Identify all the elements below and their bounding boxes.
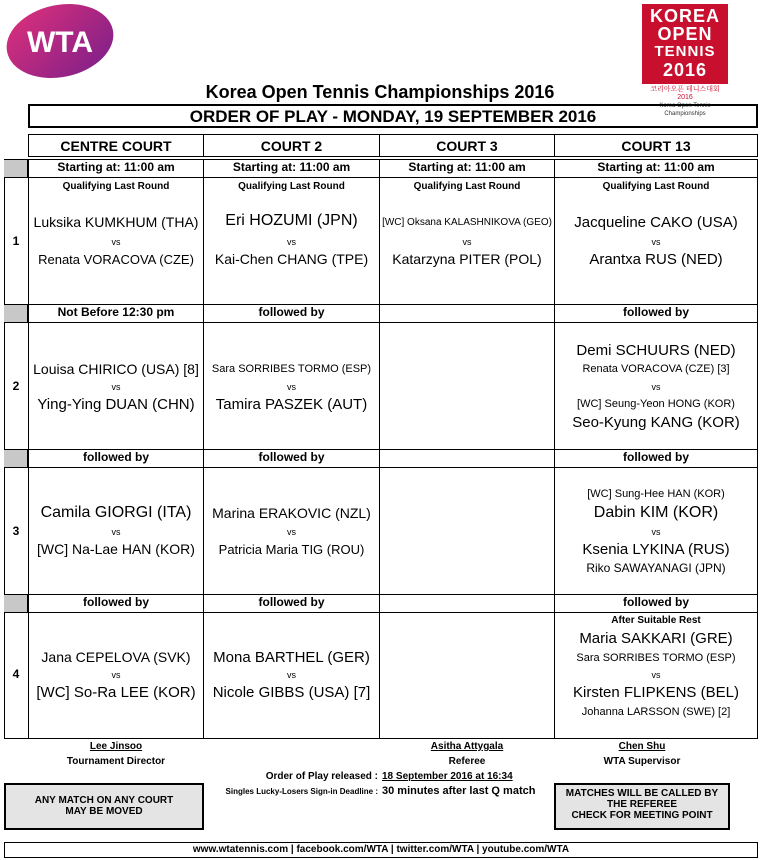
court-header-2: COURT 2 [203,134,380,157]
player: Arantxa RUS (NED) [589,251,723,268]
notice-line: MAY BE MOVED [65,806,143,817]
ko-korean: 코리아오픈 테니스대회 2016 [650,86,720,101]
time-r1-c4: Starting at: 11:00 am [597,160,715,174]
player: Eri HOZUMI (JPN) [225,212,358,229]
player: [WC] Oksana KALASHNIKOVA (GEO) [382,217,552,228]
vs-label: vs [111,237,121,247]
vs-label: vs [651,527,661,537]
ko-line-1: KOREA [649,6,720,26]
match-r4-c2 [203,613,380,739]
player: Ying-Ying DUAN (CHN) [37,396,195,413]
ko-line-2: OPEN [657,24,713,44]
vs-label: vs [111,527,121,537]
vs-label: vs [287,527,296,537]
row-number-4: 4 [12,667,20,681]
round-label: Qualifying Last Round [62,181,170,192]
round-label: Qualifying Last Round [413,181,521,192]
vs-label: vs [287,670,296,680]
notice-match-moved [4,783,204,830]
page-title: Korea Open Tennis Championships 2016 [205,82,555,102]
match-r2-c4 [554,323,758,449]
row-strip [4,160,28,177]
player: Demi SCHUURS (NED) [576,342,736,359]
player: Dabin KIM (KOR) [593,504,719,521]
director-name: Lee Jinsoo [89,741,143,752]
time-r2-c4: followed by [623,305,689,319]
player: Renata VORACOVA (CZE) [38,252,194,267]
ko-line-4: 2016 [662,60,708,80]
court-header-3: COURT 3 [379,134,555,157]
player: Luksika KUMKHUM (THA) [33,214,199,230]
match-r4-c1 [28,613,204,739]
match-r3-c4 [554,468,758,594]
time-r2-c2: followed by [258,305,325,319]
court-header-centre: CENTRE COURT [28,134,204,157]
player: Ksenia LYKINA (RUS) [582,541,730,558]
match-r2-c1 [28,323,204,449]
referee-role: Referee [448,756,486,767]
player: Katarzyna PITER (POL) [392,251,542,267]
ko-line-3: TENNIS [654,43,716,60]
player: Maria SAKKARI (GRE) [579,630,733,647]
player: Kai-Chen CHANG (TPE) [214,251,369,267]
match-r1-c1 [28,178,204,304]
time-r2-c3 [379,305,555,322]
player: Renata VORACOVA (CZE) [3] [582,363,730,375]
player: Kirsten FLIPKENS (BEL) [573,684,739,701]
player: Riko SAWAYANAGI (JPN) [586,561,726,575]
notice-line: THE REFEREE [606,799,677,810]
notice-referee [554,783,730,830]
vs-label: vs [462,237,472,247]
supervisor-name: Chen Shu [618,741,666,752]
time-r1-c3: Starting at: 11:00 am [408,160,526,174]
time-r4-c4: followed by [623,595,689,609]
vs-label: vs [111,382,121,392]
time-r3-c4: followed by [623,450,689,464]
time-r4-c2: followed by [258,595,325,609]
match-r1-c4 [554,178,758,304]
player: Jana CEPELOVA (SVK) [41,649,191,665]
row-number-3: 3 [12,524,20,538]
vs-label: vs [287,382,296,392]
time-r3-c1: followed by [83,450,149,464]
player: Patricia Maria TIG (ROU) [218,542,365,557]
player: Seo-Kyung KANG (KOR) [572,414,740,431]
player: Tamira PASZEK (AUT) [215,396,368,413]
time-r4-c1: followed by [83,595,149,609]
time-r3-c3 [379,450,555,467]
row-strip [4,305,28,322]
player: Jacqueline CAKO (USA) [574,214,738,231]
notice-line: ANY MATCH ON ANY COURT [34,795,174,806]
player: [WC] So-Ra LEE (KOR) [36,684,196,701]
player: Marina ERAKOVIC (NZL) [212,505,371,521]
match-r3-c2 [203,468,380,594]
footer-links: www.wtatennis.com | facebook.com/WTA | twitter.com/WTA | youtube.com/WTA [4,842,758,858]
referee-name: Asitha Attygala [430,741,504,752]
time-r4-c3 [379,595,555,612]
signin-label: Singles Lucky-Losers Sign-in Deadline : [225,787,378,796]
released-value: 18 September 2016 at 16:34 [382,771,513,782]
court-header-13: COURT 13 [554,134,758,157]
row-number-1: 1 [12,234,20,248]
round-label: After Suitable Rest [611,615,701,626]
player: Louisa CHIRICO (USA) [8] [33,361,199,377]
vs-label: vs [287,237,296,247]
round-label: Qualifying Last Round [238,181,345,192]
row-number-2: 2 [12,379,20,393]
player: [WC] Seung-Yeon HONG (KOR) [577,398,735,410]
match-r1-c3 [379,178,555,304]
time-r2-c1: Not Before 12:30 pm [57,305,175,319]
player: [WC] Sung-Hee HAN (KOR) [587,488,725,500]
vs-label: vs [651,382,661,392]
notice-line: CHECK FOR MEETING POINT [571,810,713,821]
wta-logo-text: WTA [26,26,94,59]
wta-logo [4,3,116,79]
round-label: Qualifying Last Round [602,181,710,192]
director-role: Tournament Director [66,756,166,767]
row-strip [4,450,28,467]
time-r1-c1: Starting at: 11:00 am [57,160,175,174]
row-strip [4,595,28,612]
match-r3-c1 [28,468,204,594]
player: Sara SORRIBES TORMO (ESP) [576,652,736,664]
player: Camila GIORGI (ITA) [40,504,192,521]
signin-value: 30 minutes after last Q match [382,785,536,797]
page-subtitle: ORDER OF PLAY - MONDAY, 19 SEPTEMBER 2016 [28,104,758,128]
ko-caption: Korea Open Tennis Championships [659,103,711,117]
match-r1-c2 [203,178,380,304]
supervisor-role: WTA Supervisor [603,756,681,767]
player: Nicole GIBBS (USA) [7] [212,684,371,701]
player: Mona BARTHEL (GER) [213,649,370,666]
player: Sara SORRIBES TORMO (ESP) [211,363,372,375]
match-r4-c4 [554,613,758,739]
notice-line: MATCHES WILL BE CALLED BY [565,788,719,799]
released-label: Order of Play released : [265,771,378,782]
match-r2-c2 [203,323,380,449]
time-r1-c2: Starting at: 11:00 am [232,160,351,174]
vs-label: vs [651,237,661,247]
player: [WC] Na-Lae HAN (KOR) [37,541,195,557]
time-r3-c2: followed by [258,450,325,464]
vs-label: vs [111,670,121,680]
vs-label: vs [651,670,661,680]
player: Johanna LARSSON (SWE) [2] [581,706,731,718]
